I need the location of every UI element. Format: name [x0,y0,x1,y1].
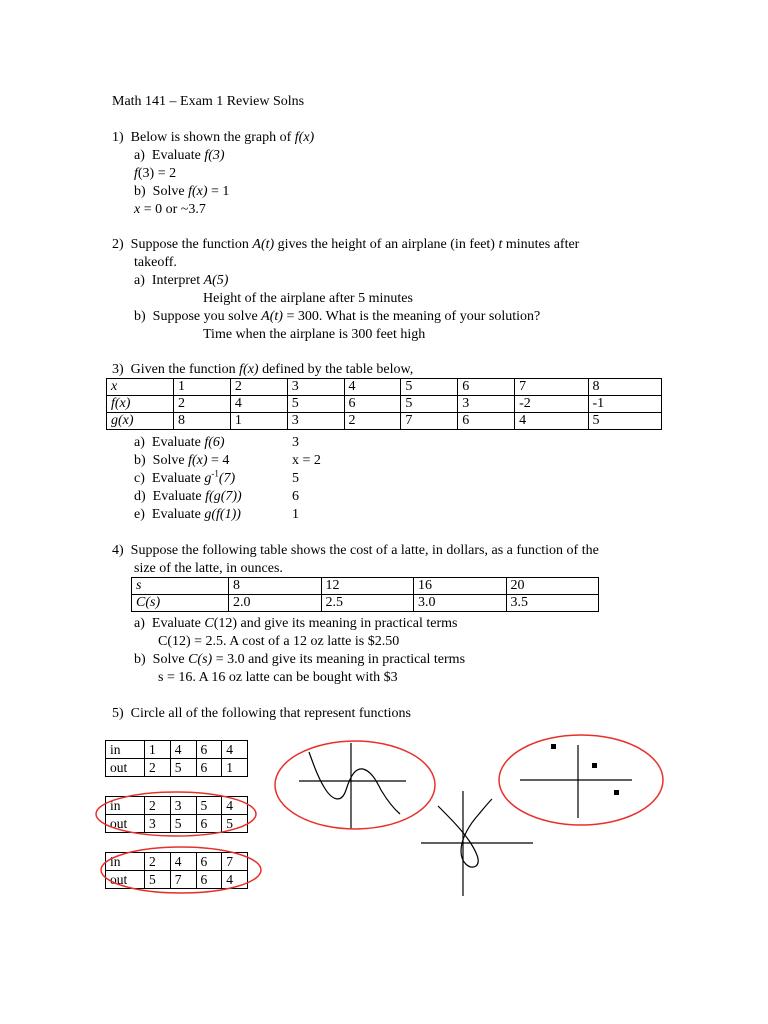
question-1b-answer: x = 0 or ~3.7 [134,202,206,217]
table-cell: 2 [145,759,171,777]
table-cell: 4 [515,413,588,430]
table-cell: 4 [170,741,196,759]
graph-scatter-points [520,744,632,818]
table-cell: 16 [414,578,507,595]
question-3e-answer: 1 [292,507,299,522]
table-cell: -1 [588,396,662,413]
table-cell: 3 [145,815,171,833]
question-4a-answer: C(12) = 2.5. A cost of a 12 oz latte is $2.50 [158,634,400,649]
table-cell: 2 [174,396,231,413]
table-cell: 5 [145,871,171,889]
table-row-label: in [106,797,145,815]
question-3b-answer: x = 2 [292,453,321,468]
table-cell: 5 [196,797,222,815]
table-cell: 6 [196,853,222,871]
table-row-label: in [106,741,145,759]
table-cell: 6 [196,815,222,833]
table-cell: 5 [222,815,248,833]
question-1-prompt: 1) Below is shown the graph of f(x) [112,130,315,145]
table-cell: -2 [515,396,588,413]
table-cell: 1 [222,759,248,777]
question-2a: a) Interpret A(5) [134,273,229,288]
table-cell: 4 [344,379,401,396]
table-cell: 2 [145,797,171,815]
table-cell: 12 [321,578,414,595]
question-2-prompt: 2) Suppose the function A(t) gives the height of an airplane (in feet) t minutes after [112,237,580,252]
question-2b-answer: Time when the airplane is 300 feet high [203,327,426,342]
table-cell: 5 [287,396,344,413]
table-cell: 7 [170,871,196,889]
table-row-label: out [106,815,145,833]
table-cell: 6 [344,396,401,413]
table-cell: 6 [196,759,222,777]
table-cell: 8 [174,413,231,430]
table-cell: 1 [174,379,231,396]
table-cell: 4 [222,797,248,815]
table-cell: 1 [145,741,171,759]
question-3e: e) Evaluate g(f(1)) [134,507,241,522]
question-3c: c) Evaluate $g^{-1}(7)$ [134,468,236,486]
table-cell: 4 [222,741,248,759]
question-2b: b) Suppose you solve A(t) = 300. What is the meaning of your solution? [134,309,541,324]
table-cell: 4 [222,871,248,889]
answer-circle [275,741,435,829]
table-row-label: x [107,379,174,396]
table-cell: 5 [401,379,458,396]
table-cell: 3 [287,379,344,396]
question-4-prompt-cont: size of the latte, in ounces. [134,561,283,576]
table-cell: 8 [588,379,662,396]
table-cell: 2 [344,413,401,430]
table-row-label: g(x) [107,413,174,430]
table-cell: 20 [506,578,599,595]
question-4a: a) Evaluate C(12) and give its meaning in practical terms [134,616,458,631]
graph-wavy-curve [299,743,406,829]
table-cell: 7 [401,413,458,430]
page-title: Math 141 – Exam 1 Review Solns [112,94,305,109]
table-cell: 2 [230,379,287,396]
table-cell: 6 [196,741,222,759]
table-cell: 6 [196,871,222,889]
data-point [592,763,597,768]
table-cell: 2.5 [321,595,414,612]
table-cell: 4 [230,396,287,413]
table-cell: 3 [287,413,344,430]
table-row-label: f(x) [107,396,174,413]
table-cell: 5 [401,396,458,413]
question-2a-answer: Height of the airplane after 5 minutes [203,291,413,306]
question-1a: a) Evaluate f(3) [134,148,225,163]
table-row-label: out [106,759,145,777]
question-3a: a) Evaluate f(6) [134,435,225,450]
table-row-label: s [132,578,229,595]
question-4b-answer: s = 16. A 16 oz latte can be bought with $3 [158,670,398,685]
question-2-prompt-cont: takeoff. [134,255,177,270]
table-cell: 3 [458,396,515,413]
table-row-label: C(s) [132,595,229,612]
question-3a-answer: 3 [292,435,299,450]
table-cell: 7 [515,379,588,396]
question-4b: b) Solve C(s) = 3.0 and give its meaning in practical terms [134,652,466,667]
table-cell: 1 [230,413,287,430]
table-cell: 5 [588,413,662,430]
question-3d: d) Evaluate f(g(7)) [134,489,242,504]
question-5-prompt: 5) Circle all of the following that represent functions [112,706,411,721]
question-4-prompt: 4) Suppose the following table shows the cost of a latte, in dollars, as a function of the [112,543,599,558]
table-cell: 5 [170,815,196,833]
data-point [614,790,619,795]
answer-circle [101,847,261,893]
data-point [551,744,556,749]
table-cell: 3.0 [414,595,507,612]
table-cell: 2.0 [229,595,322,612]
table-cell: 4 [170,853,196,871]
question-1a-answer: f(3) = 2 [134,166,177,181]
table-cell: 6 [458,413,515,430]
table-cell: 7 [222,853,248,871]
table-cell: 3 [170,797,196,815]
question-3c-answer: 5 [292,471,299,486]
table-cell: 5 [170,759,196,777]
table-row-label: in [106,853,145,871]
answer-circle [96,792,256,836]
table-cell: 2 [145,853,171,871]
question-3-prompt: 3) Given the function f(x) defined by the table below, [112,362,414,377]
table-cell: 3.5 [506,595,599,612]
question-3b: b) Solve f(x) = 4 [134,453,230,468]
table-cell: 6 [458,379,515,396]
table-cell: 8 [229,578,322,595]
question-3d-answer: 6 [292,489,299,504]
question-1b: b) Solve f(x) = 1 [134,184,230,199]
table-row-label: out [106,871,145,889]
